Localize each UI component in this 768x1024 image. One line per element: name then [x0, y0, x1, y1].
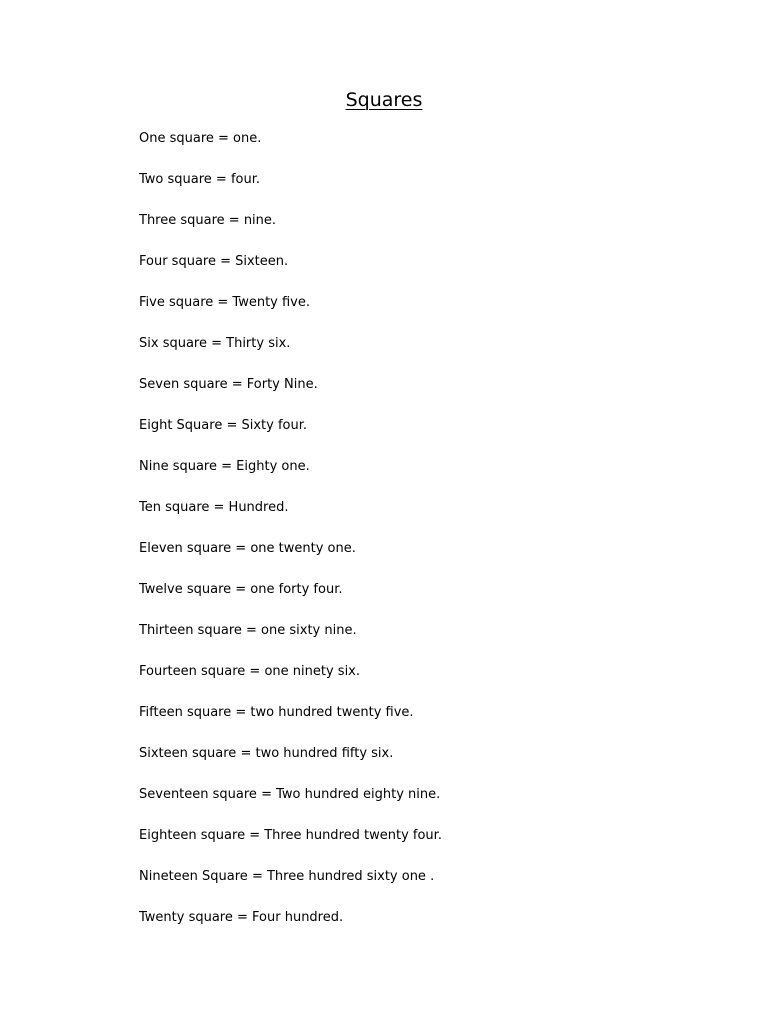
page-title — [0, 87, 768, 113]
square-line-7: Seven square = Forty Nine. — [139, 377, 318, 392]
squares-list — [139, 128, 442, 948]
square-line-4: Four square = Sixteen. — [139, 254, 289, 269]
square-line-19: Nineteen Square = Three hundred sixty one . — [139, 869, 435, 884]
square-line-8: Eight Square = Sixty four. — [139, 418, 308, 433]
square-line-13: Thirteen square = one sixty nine. — [139, 623, 357, 638]
square-line-17: Seventeen square = Two hundred eighty nine. — [139, 787, 441, 802]
square-line-5: Five square = Twenty five. — [139, 295, 311, 310]
square-line-18: Eighteen square = Three hundred twenty four. — [139, 828, 442, 843]
square-line-14: Fourteen square = one ninety six. — [139, 664, 361, 679]
square-line-20: Twenty square = Four hundred. — [139, 910, 344, 925]
square-line-9: Nine square = Eighty one. — [139, 459, 310, 474]
square-line-3: Three square = nine. — [139, 213, 277, 228]
square-line-10: Ten square = Hundred. — [139, 500, 289, 515]
square-line-1: One square = one. — [139, 131, 262, 146]
square-line-12: Twelve square = one forty four. — [139, 582, 343, 597]
page-title-text: Squares — [345, 89, 423, 111]
square-line-11: Eleven square = one twenty one. — [139, 541, 356, 556]
square-line-6: Six square = Thirty six. — [139, 336, 291, 351]
square-line-16: Sixteen square = two hundred fifty six. — [139, 746, 394, 761]
square-line-2: Two square = four. — [139, 172, 261, 187]
square-line-15: Fifteen square = two hundred twenty five. — [139, 705, 414, 720]
